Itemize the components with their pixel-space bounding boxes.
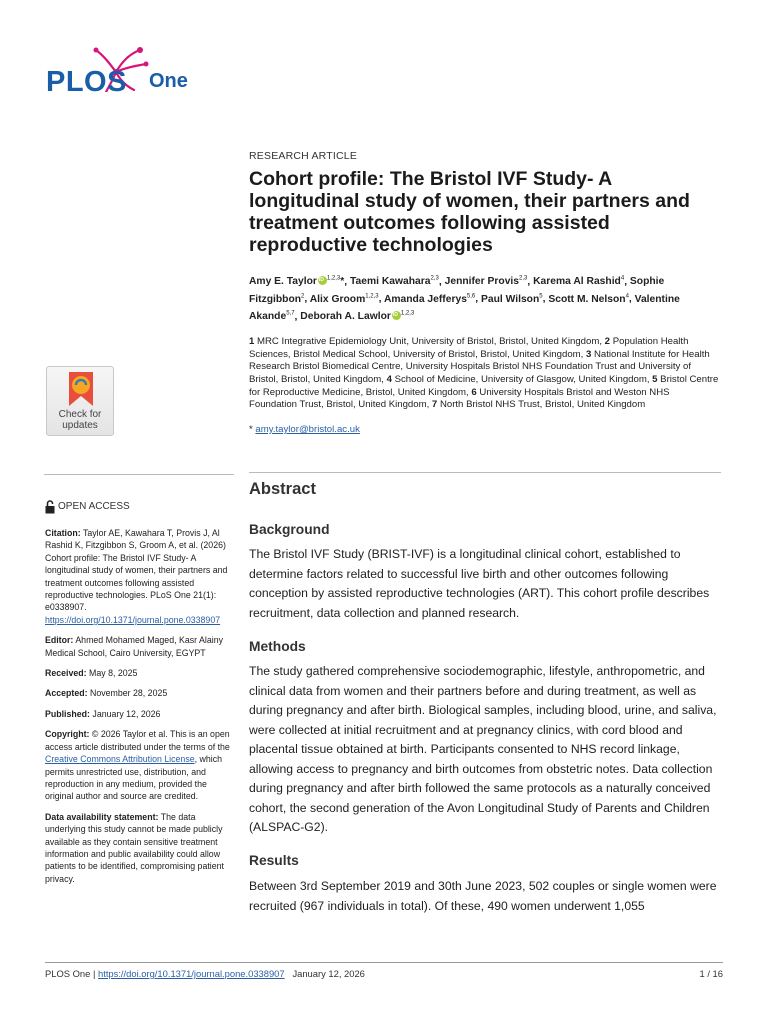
footer-date: January 12, 2026 — [292, 968, 365, 979]
affiliation-text: University Hospitals Bristol and Weston NHS Foundation Trust, Bristol, United Kingdom, — [249, 386, 670, 411]
orcid-icon[interactable] — [318, 276, 327, 285]
author[interactable] — [350, 276, 439, 287]
page-number: 1 / 16 — [699, 968, 723, 979]
citation-doi-link[interactable]: https://doi.org/10.1371/journal.pone.0338907 — [45, 614, 221, 625]
author-affiliation-sup: 1,2,3 — [326, 276, 341, 282]
logo-text: PLOS — [46, 66, 127, 98]
corresponding-email-link[interactable]: amy.taylor@bristol.ac.uk — [255, 423, 360, 435]
author-name: Jennifer Provis — [444, 276, 520, 288]
open-access-label: OPEN ACCESS — [58, 500, 130, 512]
corresponding-mark: * — [340, 276, 345, 288]
open-lock-icon — [45, 500, 55, 514]
affiliation-text: School of Medicine, University of Glasgow, United Kingdom, — [394, 374, 650, 386]
editor-label: Editor: — [45, 635, 74, 646]
data-availability-label: Data availability statement: — [45, 811, 159, 822]
author-name: Amanda Jefferys — [383, 293, 467, 305]
updates-label: updates — [62, 420, 98, 431]
abstract-heading: Abstract — [249, 480, 316, 498]
affiliation-text: MRC Integrative Epidemiology Unit, University of Bristol, Bristol, United Kingdom, — [257, 336, 602, 348]
copyright-label: Copyright: — [45, 729, 90, 740]
affiliation-number: 6 — [471, 386, 477, 398]
author-affiliation-sup: 4 — [625, 293, 629, 300]
published-label: Published: — [45, 708, 90, 719]
author-name: Scott M. Nelson — [548, 293, 626, 305]
license-link[interactable]: Creative Commons Attribution License — [45, 754, 195, 765]
article-type: RESEARCH ARTICLE — [249, 150, 358, 162]
orcid-icon[interactable] — [392, 311, 401, 320]
author-name: Paul Wilson — [481, 293, 540, 305]
published-block — [45, 708, 233, 720]
affiliation-number: 5 — [652, 374, 658, 386]
affiliation-number: 7 — [431, 399, 438, 411]
editor-text: Ahmed Mohamed Maged, Kasr Alainy Medical School, Cairo University, EGYPT — [45, 635, 223, 658]
footer-journal: PLOS One — [45, 968, 91, 979]
author[interactable] — [300, 311, 414, 322]
author-affiliation-sup: 5 — [539, 293, 543, 300]
author-affiliation-sup: 1,2,3 — [400, 310, 415, 317]
affiliation-text: Bristol Centre for Reproductive Medicine, Bristol, United Kingdom, — [249, 374, 719, 398]
author-affiliation-sup: 5,6 — [466, 293, 476, 300]
affiliation-number: 3 — [585, 348, 592, 360]
open-access-line — [45, 500, 233, 514]
received-label: Received: — [45, 668, 87, 679]
published-date: January 12, 2026 — [92, 708, 161, 719]
copyright-text: © 2026 Taylor et al. This is an open access article distributed under the terms of the — [45, 729, 230, 752]
affiliation-text: National Institute for Health Research Bristol Biomedical Centre, University Hospitals Bristol NHS Foundation Trust and University of Bristol, Bristol, United Kingdom, — [249, 348, 710, 386]
author-name: Valentine Akande — [249, 293, 680, 323]
author[interactable] — [548, 294, 629, 305]
author[interactable] — [249, 276, 344, 287]
citation-text: Taylor AE, Kawahara T, Provis J, Al Rashid K, Fitzgibbon S, Groom A, et al. (2026) Cohort profile: The Bristol IVF Study- A longitudinal study of women, their partners and treatment outcomes following assisted reproductive technologies. PLoS One 21(1): e0338907. — [45, 528, 228, 613]
footer-doi-link[interactable]: https://doi.org/10.1371/journal.pone.0338907 — [98, 968, 285, 979]
article-header — [249, 150, 719, 435]
author[interactable] — [445, 276, 528, 287]
logo-suffix: One — [149, 70, 188, 92]
affiliation-text: Population Health Sciences, Bristol Medical School, University of Bristol, Bristol, United Kingdom, — [249, 336, 689, 360]
footer-divider — [45, 962, 723, 963]
citation-label: Citation: — [45, 528, 81, 538]
plos-one-logo[interactable] — [44, 42, 204, 102]
author-name: Karema Al Rashid — [533, 276, 621, 288]
results-text: Between 3rd September 2019 and 30th June 2023, 502 couples or single women were recruited (967 individuals in total). Of these, 490 women underwent 1,055 — [249, 879, 717, 913]
affiliation-number: 4 — [386, 374, 392, 386]
received-block — [45, 667, 233, 679]
corresponding-author — [249, 424, 719, 435]
citation-block — [45, 527, 233, 626]
editor-block — [45, 634, 233, 659]
author-name: Deborah A. Lawlor — [300, 311, 391, 323]
author-affiliation-sup: 5,7 — [286, 310, 295, 317]
author-name: Taemi Kawahara — [350, 276, 431, 288]
author-name: Alix Groom — [309, 293, 366, 305]
bookmark-ribbon-icon — [66, 372, 96, 406]
corresponding-mark: * — [249, 423, 253, 435]
background-heading: Background — [249, 522, 330, 537]
accepted-date: November 28, 2025 — [89, 688, 168, 699]
accepted-block — [45, 687, 233, 699]
copyright-text-after: , which permits unrestricted use, distribution, and reproduction in any medium, provided the original author and source are credited. — [45, 754, 223, 802]
affiliations — [249, 336, 719, 412]
author-affiliation-sup: 1,2,3 — [365, 293, 379, 300]
copyright-block — [45, 728, 233, 802]
results-heading: Results — [249, 853, 299, 868]
author-name: Sophie Fitzgibbon — [249, 276, 665, 305]
main-divider — [249, 472, 721, 473]
author-affiliation-sup: 2,3 — [430, 276, 439, 282]
check-for-label: Check for — [58, 409, 102, 420]
methods-heading: Methods — [249, 639, 306, 654]
author[interactable] — [533, 276, 624, 287]
received-date: May 8, 2025 — [89, 668, 138, 679]
left-divider — [44, 474, 234, 475]
author-affiliation-sup: 2,3 — [519, 276, 528, 282]
author[interactable] — [481, 294, 543, 305]
page-footer — [45, 968, 723, 979]
accepted-label: Accepted: — [45, 688, 88, 699]
background-text: The Bristol IVF Study (BRIST-IVF) is a longitudinal clinical cohort, established to determine factors related to successful live birth and other outcomes following conception by assisted reproductive technologies (ART). This cohort profile describes recruitment, data collection and planned research. — [249, 547, 710, 620]
data-availability-block — [45, 811, 233, 885]
affiliation-number: 2 — [604, 336, 611, 348]
author[interactable] — [310, 294, 379, 305]
article-title: Cohort profile: The Bristol IVF Study- A longitudinal study of women, their partners and treatment outcomes following assisted reproductive technologies — [249, 168, 690, 256]
affiliation-number: 1 — [249, 336, 255, 348]
methods-text: The study gathered comprehensive sociodemographic, lifestyle, anthropometric, and clinical data from women and their partners before and during treatment, as well as during pregnancy and after birth. Biological samples, including blood, urine, and saliva, were collected at initial recruitment and at pregnancy clinics, with cord blood and placental tissue obtained at birth. Participants consented to NHS record linkage, allowing access to pregnancy and birth outcomes from obstetric notes. Data collection during pregnancy and after birth followed the same protocols as a naturally conceived cohort, the second generation of the Avon Longitudinal Study of Parents and Children (ALSPAC-G2). — [249, 664, 717, 834]
author-affiliation-sup: 4 — [620, 276, 625, 282]
author-list: Amy E. TayloriD $^{1,2,3}$*, Taemi Kawahara$^{2,3}$, Jennifer Provis$^{2,3}$, Karema Al Rashid$^4$, Sophie Fitzgibbon$^2$, Alix Groom$^{1,2,3}$, Amanda Jefferys$^{5,6}$, Paul Wilson$^5$, Scott M. Nelson$^4$, Valentine Akande$^{5,7}$, Deborah A. LawloriD $^{1,2,3}$ — [249, 272, 719, 324]
article-metadata-sidebar — [45, 500, 233, 893]
footer-separator: | — [92, 968, 96, 979]
affiliation-text: North Bristol NHS Trust, Bristol, United Kingdom — [439, 399, 646, 411]
author-affiliation-sup: 2 — [301, 293, 305, 300]
data-availability-text: The data underlying this study cannot be made publicly available as they contain sensitive treatment information and public availability could allow patients to be identified, compromising patient privacy. — [45, 811, 224, 884]
author[interactable] — [384, 294, 475, 305]
author-name: Amy E. Taylor — [249, 276, 317, 288]
check-for-updates-badge[interactable] — [46, 366, 114, 436]
